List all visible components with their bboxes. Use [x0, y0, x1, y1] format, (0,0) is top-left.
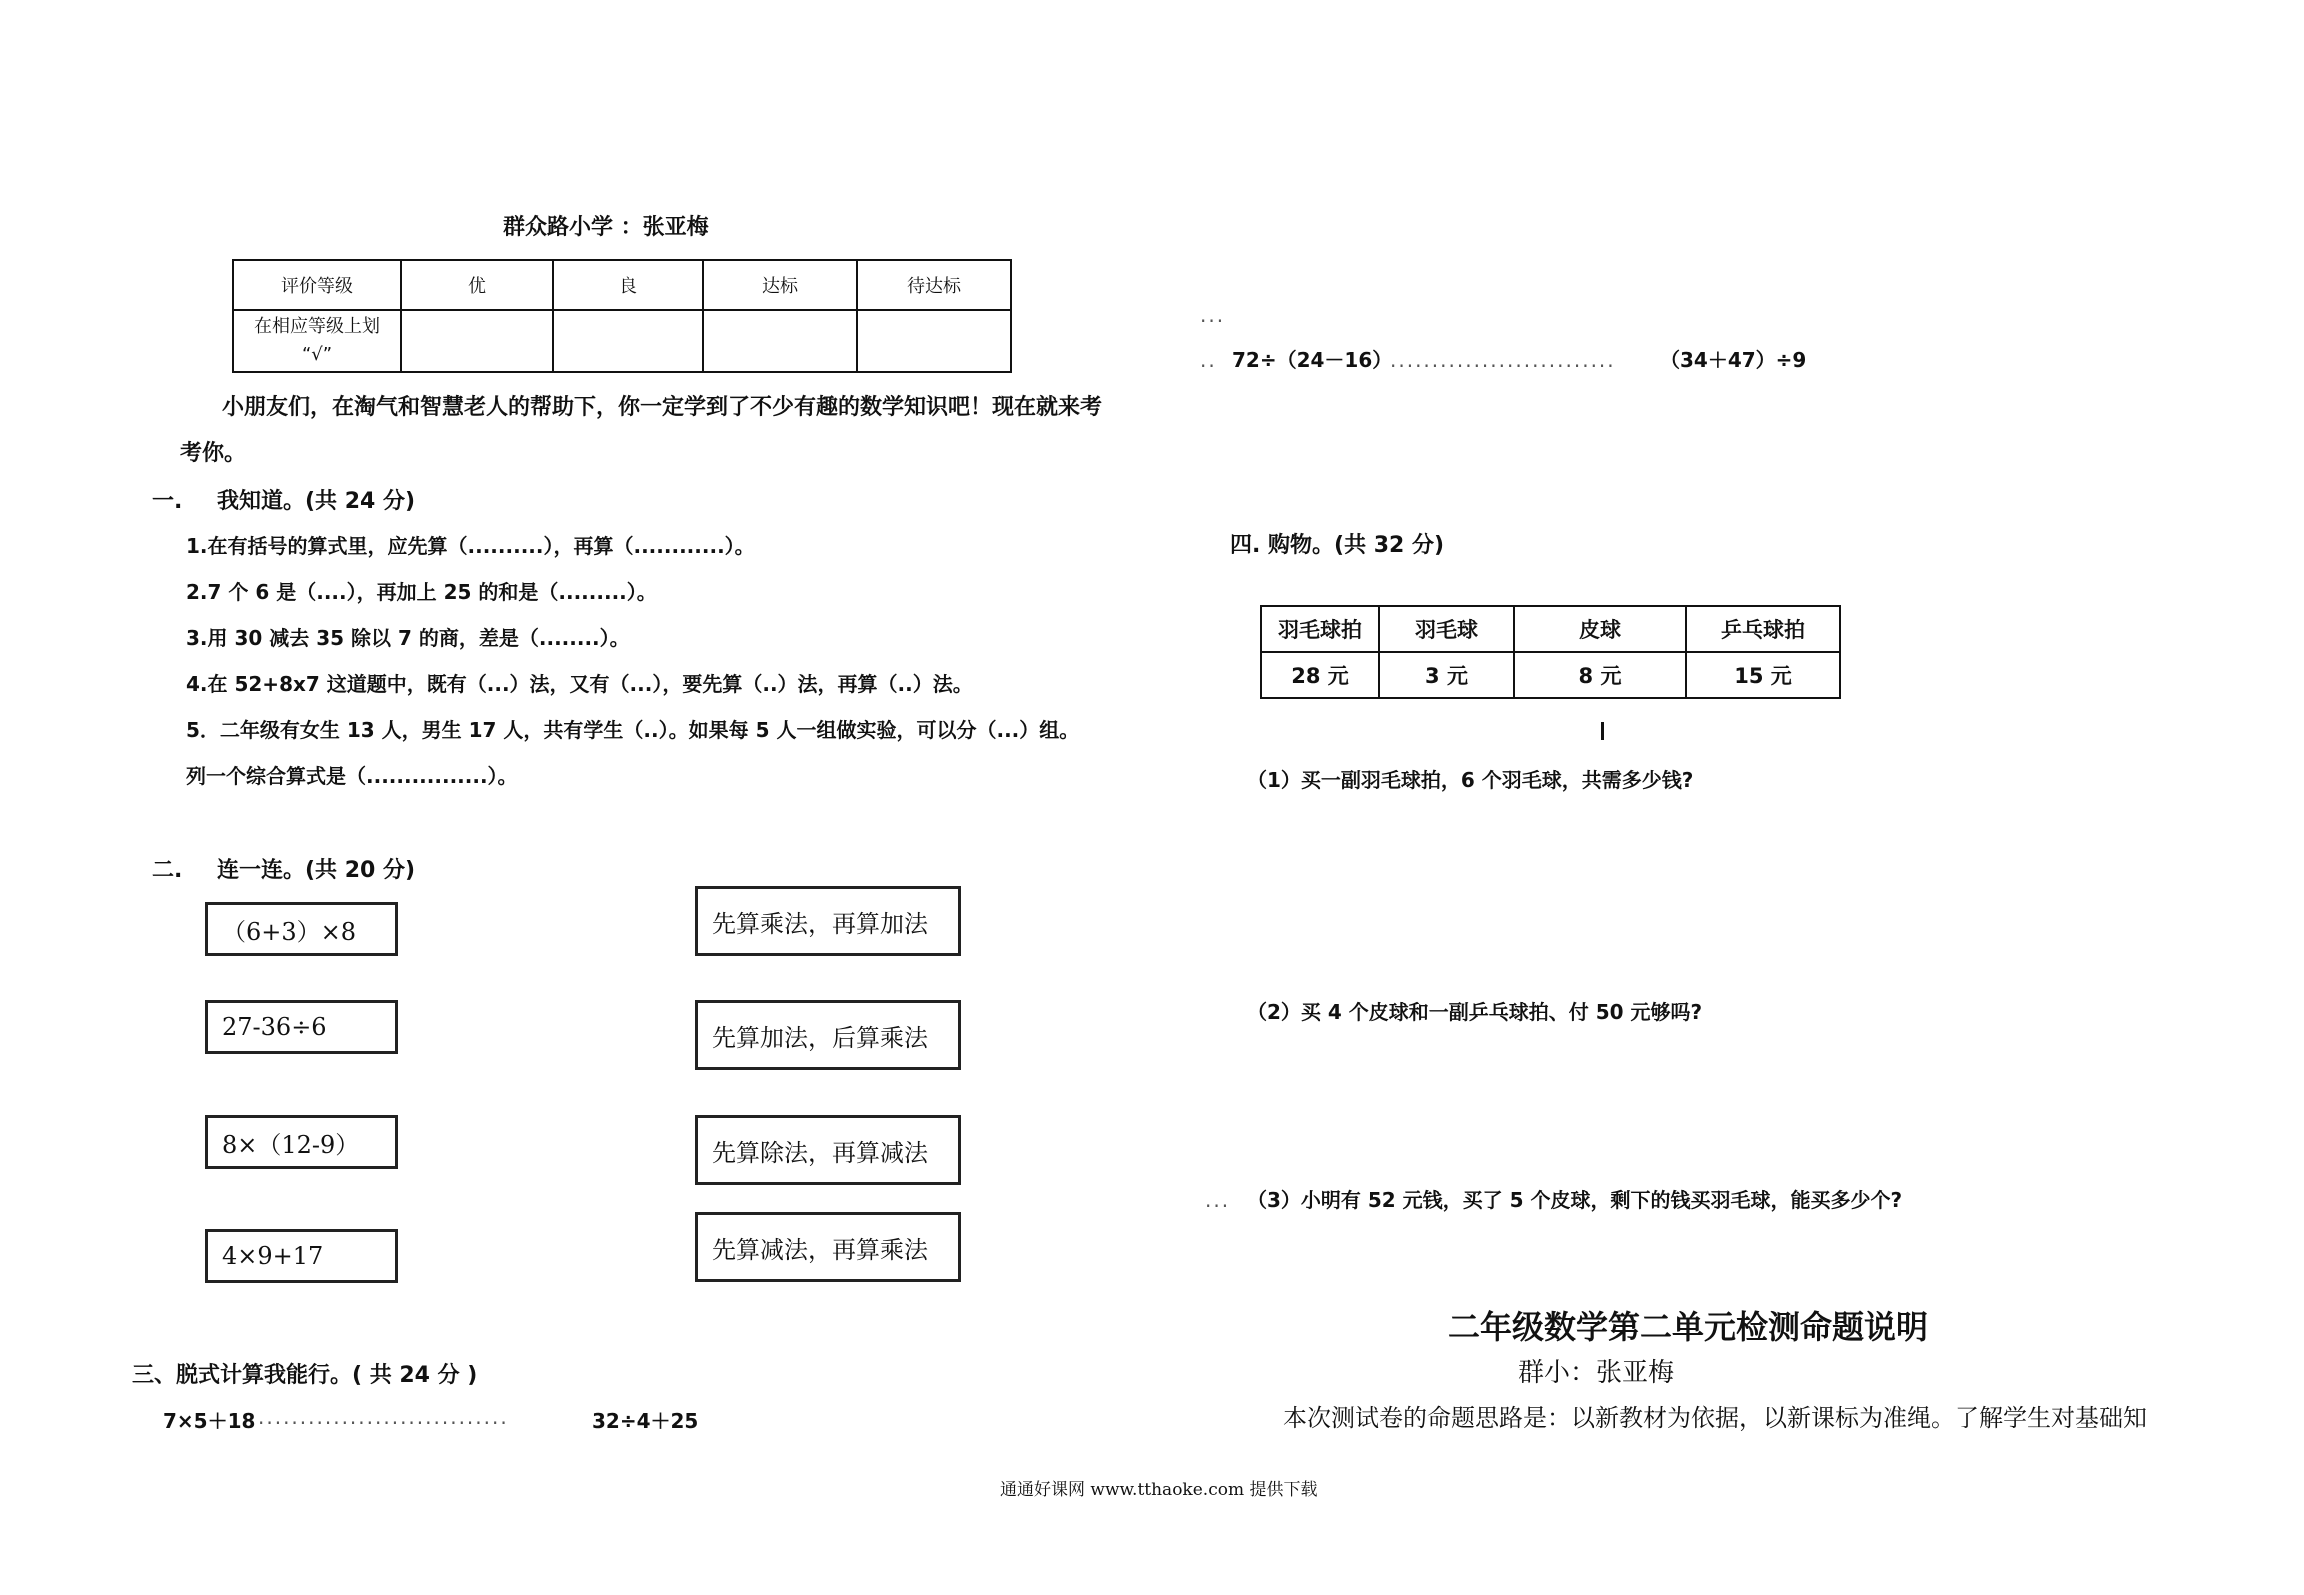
match-right-item[interactable]: 先算乘法，再算加法 — [695, 886, 961, 956]
match-right-item[interactable]: 先算加法，后算乘法 — [695, 1000, 961, 1070]
calc-expression: 7×5＋18 — [163, 1409, 256, 1433]
question-1-5: 5．二年级有女生 13 人，男生 17 人，共有学生（..）。如果每 5 人一组做实验，可以分（...）组。 — [186, 718, 1080, 742]
intro-line-1: 小朋友们，在淘气和智慧老人的帮助下，你一定学到了不少有趣的数学知识吧！现在就来考 — [222, 395, 1103, 420]
question-1-3: 3.用 30 减去 35 除以 7 的商，差是（........）。 — [186, 626, 630, 650]
eval-row-label: 在相应等级上划 “√” — [233, 310, 401, 372]
price-header: 皮球 — [1514, 606, 1686, 652]
calc-expression: 32÷4＋25 — [592, 1409, 699, 1433]
section-2-number: 二. — [152, 858, 183, 883]
question-1-2: 2.7 个 6 是（....），再加上 25 的和是（.........）。 — [186, 580, 657, 604]
question-4-1: （1）买一副羽毛球拍，6 个羽毛球，共需多少钱? — [1247, 768, 1694, 792]
question-4-2: （2）买 4 个皮球和一副乒乓球拍、付 50 元够吗? — [1247, 1000, 1703, 1024]
section-1-number: 一. — [152, 489, 183, 514]
match-right-item[interactable]: 先算减法，再算乘法 — [695, 1212, 961, 1282]
footer-credit: 通通好课网 www.tthaoke.com 提供下载 — [1000, 1480, 1318, 1500]
eval-header: 待达标 — [857, 260, 1011, 310]
dotted-leader: ... — [1200, 303, 1226, 327]
match-right-item[interactable]: 先算除法，再算减法 — [695, 1115, 961, 1185]
question-1-4: 4.在 52+8x7 这道题中，既有（...）法，又有（...），要先算（..）法，再算（..）法。 — [186, 672, 973, 696]
price-header: 羽毛球 — [1379, 606, 1514, 652]
calc-expression: 72÷（24－16） — [1232, 348, 1393, 372]
eval-cell[interactable] — [857, 310, 1011, 372]
question-1-1: 1.在有括号的算式里，应先算（..........），再算（............）。 — [186, 534, 755, 558]
intro-line-2: 考你。 — [180, 441, 247, 466]
price-cell: 3 元 — [1379, 652, 1514, 698]
eval-cell[interactable] — [703, 310, 857, 372]
section-1-title: 我知道。(共 24 分) — [217, 489, 416, 514]
section-3-title: 三、脱式计算我能行。( 共 24 分 ) — [132, 1363, 478, 1388]
eval-cell[interactable] — [553, 310, 703, 372]
price-cell: 28 元 — [1261, 652, 1379, 698]
document-body-text: 本次测试卷的命题思路是：以新教材为依据，以新课标为准绳。了解学生对基础知 — [1283, 1404, 2147, 1432]
dotted-leader: .. — [1200, 348, 1217, 372]
price-cell: 8 元 — [1514, 652, 1686, 698]
dotted-leader: ........................... — [1390, 348, 1616, 372]
section-4-title: 四. 购物。(共 32 分) — [1230, 533, 1445, 558]
eval-header: 良 — [553, 260, 703, 310]
dotted-leader: .............................. — [258, 1405, 509, 1429]
match-left-item[interactable]: 27-36÷6 — [205, 1000, 398, 1054]
match-left-item[interactable]: 4×9+17 — [205, 1229, 398, 1283]
document-title: 二年级数学第二单元检测命题说明 — [1448, 1308, 1929, 1346]
match-left-item[interactable]: （6+3）×8 — [205, 902, 398, 956]
evaluation-table — [232, 259, 1012, 373]
match-left-item[interactable]: 8×（12-9） — [205, 1115, 398, 1169]
eval-header: 达标 — [703, 260, 857, 310]
school-author-line: 群众路小学 ：张亚梅 — [503, 215, 709, 240]
eval-header: 优 — [401, 260, 553, 310]
text-cursor-mark — [1601, 722, 1604, 740]
price-table — [1260, 605, 1841, 699]
section-2-title: 连一连。(共 20 分) — [217, 858, 416, 883]
document-author: 群小：张亚梅 — [1518, 1358, 1675, 1388]
eval-cell[interactable] — [401, 310, 553, 372]
dotted-leader: ... — [1205, 1188, 1231, 1212]
calc-expression: （34＋47）÷9 — [1660, 348, 1807, 372]
eval-header: 评价等级 — [233, 260, 401, 310]
price-cell: 15 元 — [1686, 652, 1840, 698]
price-header: 乒乓球拍 — [1686, 606, 1840, 652]
question-4-3: （3）小明有 52 元钱，买了 5 个皮球，剩下的钱买羽毛球，能买多少个? — [1247, 1188, 1903, 1212]
question-1-5-continued: 列一个综合算式是（................）。 — [186, 764, 518, 788]
price-header: 羽毛球拍 — [1261, 606, 1379, 652]
